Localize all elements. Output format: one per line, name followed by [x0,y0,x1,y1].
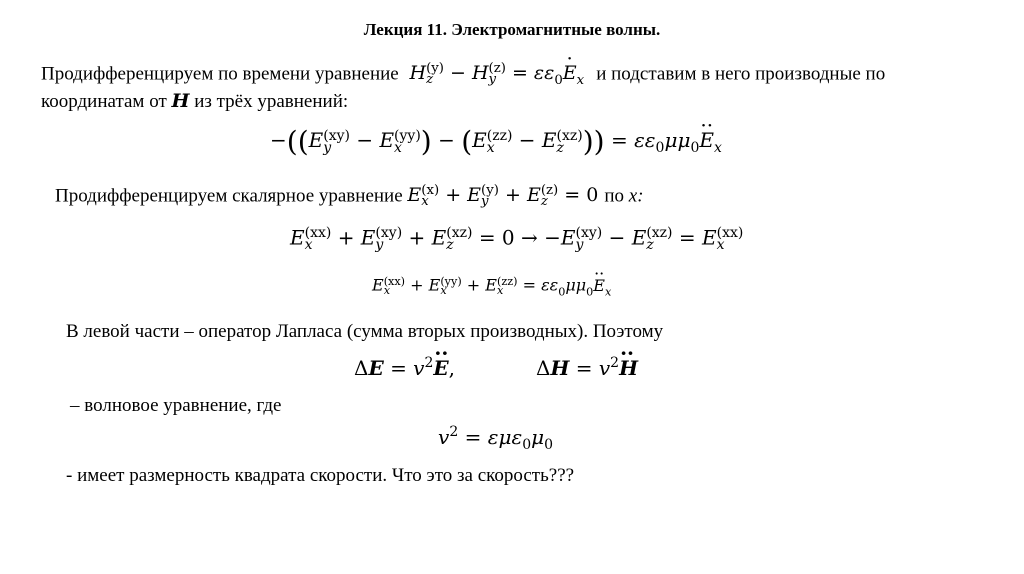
paragraph-4: – волновое уравнение, где [70,395,282,416]
equation-speed: $v^2 = \varepsilon\mu\varepsilon_0\mu_0$ [438,424,554,453]
paragraph-2-text-before: Продифференцируем скалярное уравнение [55,185,403,207]
equation-wave-h: $\Delta H = v^2H$ ·· [536,356,638,378]
paragraph-1-line-2-text: координатам от [41,91,167,112]
formula-divergence: E (x) x + E (y) y + E (z) z = 0 [407,183,599,210]
paragraph-1-line-2-end: из трёх уравнений: [194,91,349,112]
equation-3: E (xx) x + E (yy) x + E (zz) x = $\varepsilon\varepsilon_0\mu\mu_0E \cdot\cdot_x$ [372,276,611,298]
paragraph-2 [55,184,644,209]
paragraph-5: - имеет размерность квадрата скорости. Что это за скорость??? [66,465,575,486]
symbol-h: H [171,90,190,112]
paragraph-3: В левой части – оператор Лапласа (сумма вторых производных). Поэтому [66,321,664,342]
paragraph-2-text-after: по [604,185,625,207]
paragraph-1-line-1 [41,62,981,88]
equation-wave-e: $\Delta E = v^2E$ ··, [354,356,455,378]
slide-title: Лекция 11. Электромагнитные волны. [363,20,661,39]
paragraph-1-text-before: Продифференцируем по времени уравнение [41,63,399,85]
paragraph-1-text-after: и подставим в него производные по [596,63,886,85]
formula-h-difference: H (y) z − H (z) y = $\varepsilon\varepsilon_0E \cdot_x$ [409,62,590,84]
equation-2: E (xx) x + E (xy) y + E (xz) z = 0 → −E (xy) y − E (xz) z = E (xx) x [290,225,744,253]
equation-1: −((E (xy) y − E (yy) x ) − (E (zz) x − E (xz) z )) = $\varepsilon\varepsilon_0\mu\mu_0E \cdot\cdot_x$ [270,128,722,156]
paragraph-1-line-2 [41,92,348,111]
symbol-x: x: [628,185,644,207]
